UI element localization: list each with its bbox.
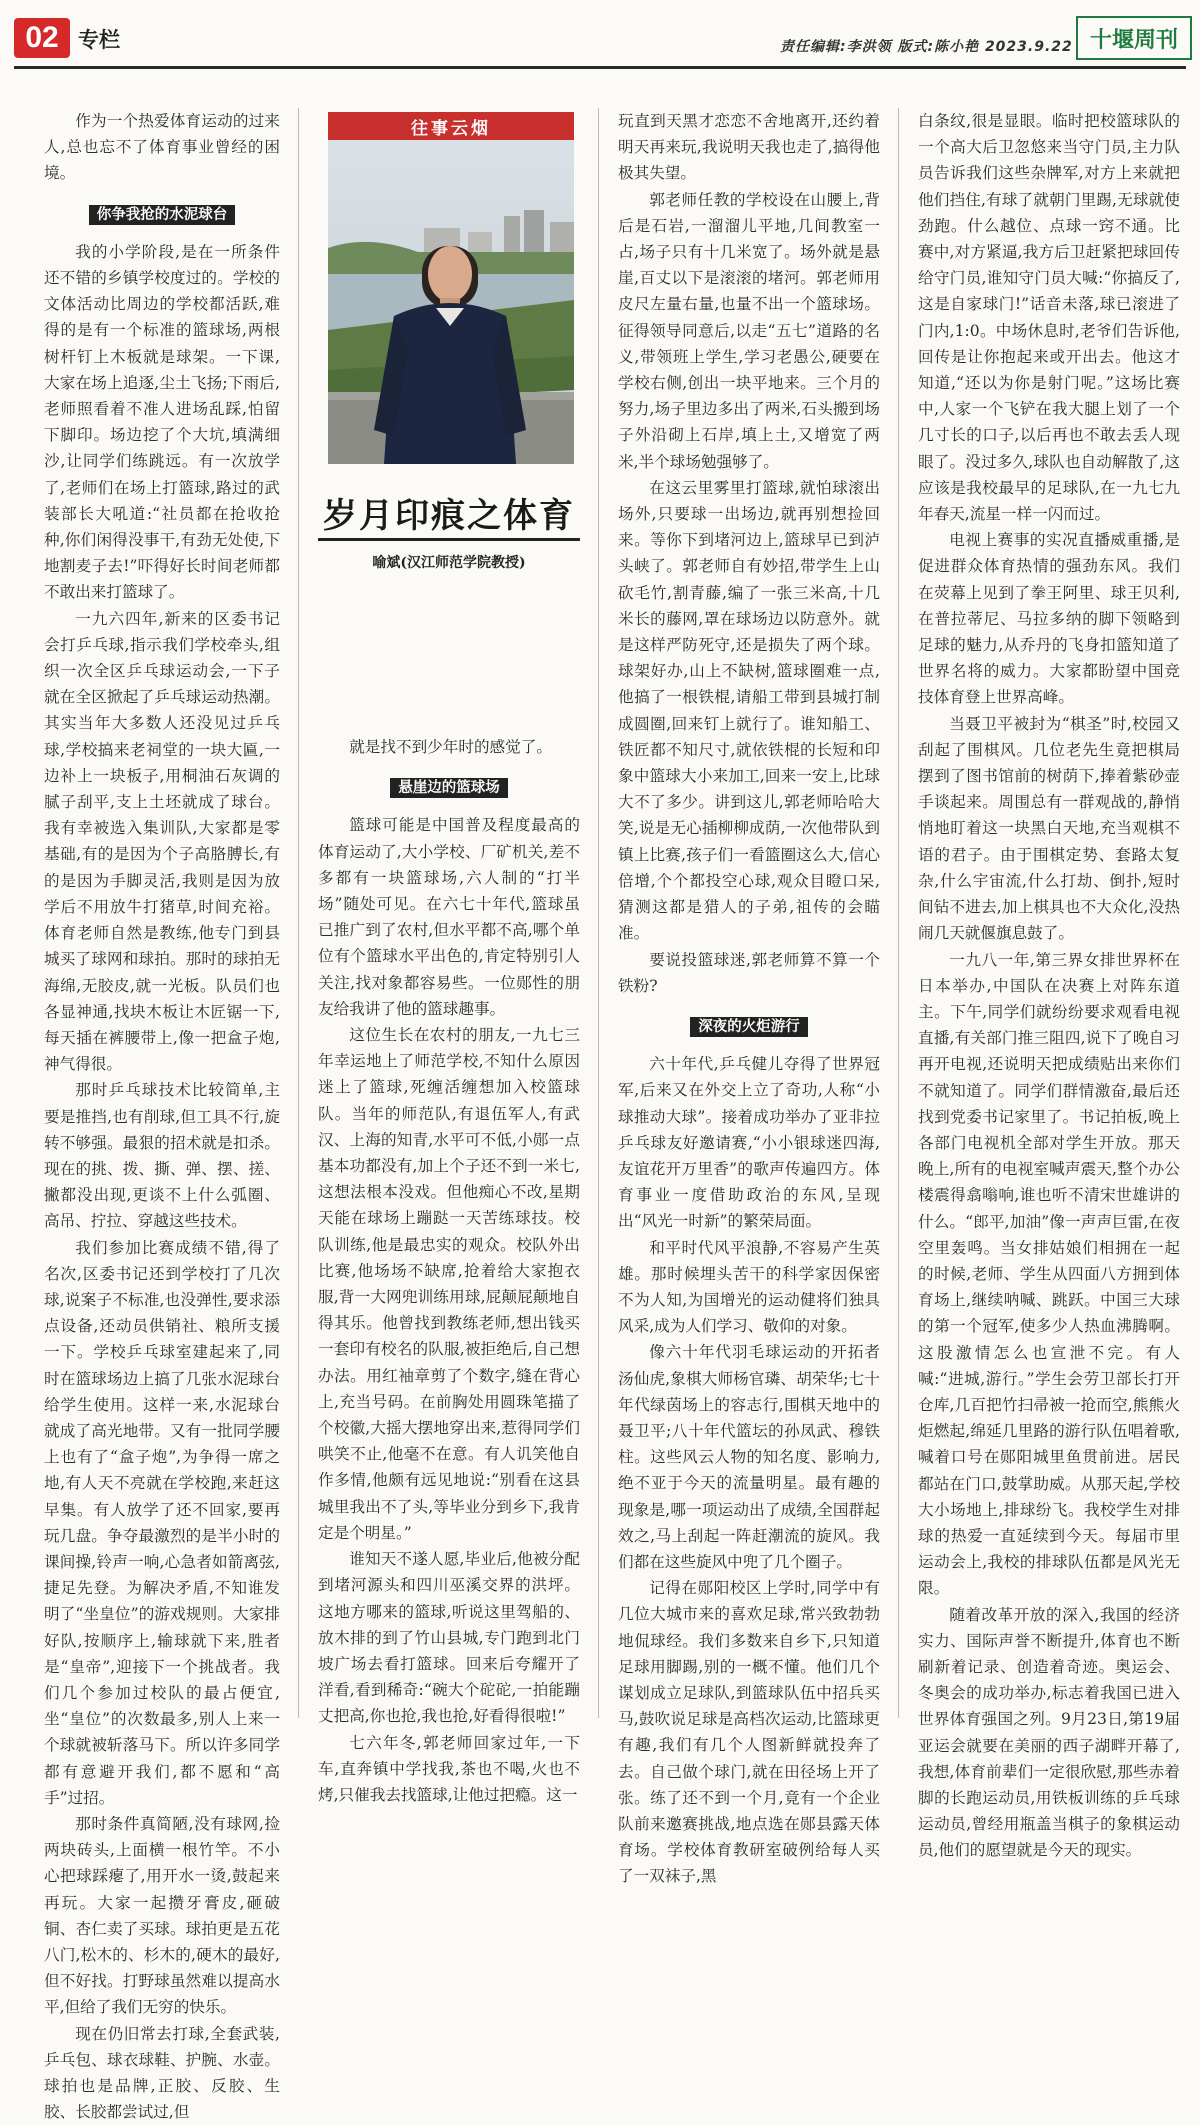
article-column-1 (44, 108, 280, 2125)
masthead-logo: 十堰周刊 (1076, 16, 1192, 60)
paragraph: 白条纹,很是显眼。临时把校篮球队的一个高大后卫忽悠来当守门员,主力队员告诉我们这些杂牌军,对方上来就把他们挡住,有球了就朝门里踢,无球就使劲跑。什么越位、点球一窍不通。比赛中,对方紧逼,我方后卫赶紧把球回传给守门员,谁知守门员大喊:“你搞反了,这是自家球门!”话音未落,球已滚进了门内,1:0。中场休息时,老爷们告诉他,回传是让你抱起来或开出去。他这才知道,“还以为你是射门呢。”这场比赛中,人家一个飞铲在我大腿上划了一个几寸长的口子,以后再也不敢去丢人现眼了。没过多久,球队也自动解散了,这应该是我校最早的足球队,在一九七九年春天,流星一样一闪而过。 (918, 112, 1180, 524)
editor-info: 责任编辑:李洪领 版式:陈小艳 2023.9.22 (780, 39, 1073, 55)
paragraph: 和平时代风平浪静,不容易产生英雄。那时候埋头苦干的科学家因保密不为人知,为国增光的运动健将们独具风采,成为人们学习、敬仰的对象。 (618, 1238, 880, 1336)
title-rule (318, 538, 580, 541)
column-divider (898, 108, 899, 1718)
subheading: 悬崖边的篮球场 (318, 774, 580, 800)
column-tag: 往事云烟 (328, 112, 574, 140)
column-divider (598, 108, 599, 1718)
paragraph: 在这云里雾里打篮球,就怕球滚出场外,只要球一出场边,就再别想捡回来。等你下到堵河边上,篮球早已到泸头峡了。郭老师自有妙招,带学生上山砍毛竹,割青藤,编了一张三米高,十几米长的藤网,罩在球场边以防意外。就是这样严防死守,还是损失了两个球。球架好办,山上不缺树,篮球圈难一点,他搞了一根铁棍,请船工带到县城打制成圆圈,回来钉上就行了。谁知船工、铁匠都不知尺寸,就依铁棍的长短和印象中篮球大小来加工,回来一安上,比球大不了多少。讲到这儿,郭老师哈哈大笑,说是无心插柳柳成荫,一次他带队到镇上比赛,孩子们一看篮圈这么大,信心倍增,个个都投空心球,观众目瞪口呆,猜测这都是猎人的子弟,祖传的会瞄准。 (618, 478, 880, 943)
paragraph: 当聂卫平被封为“棋圣”时,校园又刮起了围棋风。几位老先生竟把棋局摆到了图书馆前的树荫下,捧着紫砂壶手谈起来。周围总有一群观战的,静悄悄地盯着这一块黑白天地,充当观棋不语的君子。由于围棋定势、套路太复杂,什么宇宙流,什么打劫、倒扑,短时间钻不进去,加上棋具也不大众化,没热闹几天就偃旗息鼓了。 (918, 714, 1180, 943)
page-header (0, 0, 1200, 86)
paragraph: 谁知天不遂人愿,毕业后,他被分配到堵河源头和四川巫溪交界的洪坪。这地方哪来的篮球,听说这里驾船的、放木排的到了竹山县城,专门跑到北门坡广场去看打篮球。回来后夸耀开了洋看,看到稀奇:“碗大个砣砣,一拍能蹦丈把高,你也抢,我也抢,好看得很啦!” (318, 1550, 580, 1726)
paragraph: 郭老师任教的学校设在山腰上,背后是石岩,一溜溜儿平地,几间教室一占,场子只有十几米宽了。场外就是悬崖,百丈以下是滚滚的堵河。郭老师用皮尺左量右量,也量不出一个篮球场。征得领导同意后,以走“五七”道路的名义,带领班上学生,学习老愚公,硬要在学校右侧,创出一块平地来。三个月的努力,场子里边多出了两米,石头搬到场子外沿砌上石岸,填上土,又增宽了两米,半个球场勉强够了。 (618, 190, 880, 471)
paragraph: 那时乒乓球技术比较简单,主要是推挡,也有削球,但工具不行,旋转不够强。最狠的招术就是扣杀。现在的挑、拨、撕、弹、摆、搓、撇都没出现,更谈不上什么弧圈、高吊、拧拉、穿越这些技术。 (44, 1081, 280, 1231)
column-divider (298, 108, 299, 1718)
paragraph: 作为一个热爱体育运动的过来人,总也忘不了体育事业曾经的困境。 (44, 112, 280, 183)
header-rule (14, 66, 1186, 69)
paragraph: 我的小学阶段,是在一所条件还不错的乡镇学校度过的。学校的文体活动比周边的学校都活跃,难得的是有一个标准的篮球场,两根树杆钉上木板就是球架。一下课,大家在场上追逐,尘土飞扬;下雨后,老师照看着不准人进场乱踩,怕留下脚印。场边挖了个大坑,填满细沙,让同学们练跳远。有一次放学了,老师们在场上打篮球,路过的武装部长大吼道:“社员都在抢收抢种,你们闲得没事干,有劲无处使,下地割麦子去!”吓得好长时间老师都不敢出来打篮球了。 (44, 242, 280, 602)
paragraph: 篮球可能是中国普及程度最高的体育运动了,大小学校、厂矿机关,差不多都有一块篮球场,六人制的“打半场”随处可见。在六七十年代,篮球虽已推广到了农村,但水平都不高,哪个单位有个篮球水平出色的,肯定特别引人关注,找对象都容易些。一位郧性的朋友给我讲了他的篮球趣事。 (318, 816, 580, 1018)
article-title: 岁月印痕之体育 (323, 496, 575, 536)
article-column-3 (618, 108, 880, 1890)
author-photo (328, 140, 574, 464)
paragraph: 现在仍旧常去打球,全套武装,乒乓包、球衣球鞋、护腕、水壶。球拍也是品牌,正胶、反胶、生胶、长胶都尝试过,但 (44, 2024, 280, 2122)
paragraph: 六十年代,乒乓健儿夺得了世界冠军,后来又在外交上立了奇功,人称“小球推动大球”。接着成功举办了亚非拉乒乓球友好邀请赛,“小小银球迷四海,友谊花开万里香”的歌声传遍四方。体育事业一度借助政治的东风,呈现出“风光一时新”的繁荣局面。 (618, 1055, 880, 1231)
subheading: 深夜的火炬游行 (618, 1013, 880, 1039)
paragraph: 像六十年代羽毛球运动的开拓者汤仙虎,象棋大师杨官璘、胡荣华;七十年代绿茵场上的容志行,围棋天地中的聂卫平;八十年代篮坛的孙凤武、穆铁柱。这些风云人物的知名度、影响力,绝不亚于今天的流量明星。最有趣的现象是,哪一项运动出了成绩,全国群起效之,马上刮起一阵赶潮流的旋风。我们都在这些旋风中兜了几个圈子。 (618, 1343, 880, 1571)
article-column-2 (318, 734, 580, 1808)
paragraph: 记得在郧阳校区上学时,同学中有几位大城市来的喜欢足球,常兴致勃勃地侃球经。我们多数来自乡下,只知道足球用脚踢,别的一概不懂。他们几个谋划成立足球队,到篮球队伍中招兵买马,鼓吹说足球是高档次运动,比篮球更有趣,我们有几个人图新鲜就投奔了去。自己做个球门,就在田径场上开了张。练了还不到一个月,竟有一个企业队前来邀赛挑战,地点选在郧县露天体育场。学校体育教研室破例给每人买了一双袜子,黑 (618, 1579, 880, 1886)
paragraph: 随着改革开放的深入,我国的经济实力、国际声誉不断提升,体育也不断刷新着记录、创造着奇迹。奥运会、冬奥会的成功举办,标志着我国已进入世界体育强国之列。9月23日,第19届亚运会就要在美丽的西子湖畔开幕了,我想,体育前辈们一定很欣慰,那些赤着脚的长跑运动员,用铁板训练的乒乓球运动员,曾经用瓶盖当棋子的象棋运动员,他们的愿望就是今天的现实。 (918, 1605, 1180, 1860)
paragraph: 那时条件真简陋,没有球网,捡两块砖头,上面横一根竹竿。不小心把球踩瘪了,用开水一烫,鼓起来再玩。大家一起攒牙膏皮,砸破铜、杏仁卖了买球。球拍更是五花八门,松木的、杉木的,硬木的最好,但不好找。打野球虽然难以提高水平,但给了我们无穷的快乐。 (44, 1815, 280, 2017)
paragraph: 一九六四年,新来的区委书记会打乒乓球,指示我们学校牵头,组织一次全区乒乓球运动会,一下子就在全区掀起了乒乓球运动热潮。其实当年大多数人还没见过乒乓球,学校搞来老祠堂的一块大匾,一边补上一块板子,用桐油石灰调的腻子刮平,支上土坯就成了球台。我有幸被选入集训队,大家都是零基础,有的是因为个子高胳膊长,有的是因为手脚灵活,我则是因为放学后不用放牛打猪草,时间充裕。体育老师自然是教练,他专门到县城买了球网和球拍。那时的球拍无海绵,无胶皮,就一光板。队员们也各显神通,找块木板让木匠锯一下,每天插在裤腰带上,像一把盒子炮,神气得很。 (44, 609, 280, 1074)
paragraph: 就是找不到少年时的感觉了。 (349, 738, 552, 756)
paragraph: 这位生长在农村的朋友,一九七三年幸运地上了师范学校,不知什么原因迷上了篮球,死缠活缠想加入校篮球队。当年的师范队,有退伍军人,有武汉、上海的知青,水平可不低,小郧一点基本功都没有,加上个子还不到一米七,这想法根本没戏。但他痴心不改,星期天能在球场上蹦跶一天苦练球技。校队训练,他是最忠实的观众。校队外出比赛,他场场不缺席,抢着给大家抱衣服,背一大网兜训练用球,屁颠屁颠地自得其乐。他曾找到教练老师,想出钱买一套印有校名的队服,被拒绝后,自己想办法。用红袖章剪了个数字,缝在背心上,充当号码。在前胸处用圆珠笔描了个校徽,大摇大摆地穿出来,惹得同学们哄笑不止,他毫不在意。有人讥笑他自作多情,他颇有远见地说:“别看在这县城里我出不了头,等毕业分到乡下,我肯定是个明星。” (318, 1026, 580, 1542)
author-byline: 喻斌(汉江师范学院教授) (372, 555, 526, 571)
paragraph: 七六年冬,郭老师回家过年,一下车,直奔镇中学找我,茶也不喝,火也不烤,只催我去找篮球,让他过把瘾。这一 (318, 1733, 580, 1804)
section-name: 专栏 (78, 28, 120, 52)
page-number: 02 (14, 18, 70, 58)
paragraph: 一九八一年,第三界女排世界杯在日本举办,中国队在决赛上对阵东道主。下午,同学们就纷纷要求观看电视直播,有关部门推三阻四,说下了晚自习再开电视,还说明天把成绩贴出来你们不就知道了。同学们群情激奋,最后还找到党委书记家里了。书记拍板,晚上各部门电视机全部对学生开放。那天晚上,所有的电视室喊声震天,整个办公楼震得翕嗡响,谁也听不清宋世雄讲的什么。“郎平,加油”像一声声巨雷,在夜空里轰鸣。当女排姑娘们相拥在一起的时候,老师、学生从四面八方拥到体育场上,继续呐喊、跳跃。中国三大球的第一个冠军,使多少人热血沸腾啊。这股激情怎么也宣泄不完。有人喊:“进城,游行。”学生会劳卫部长打开仓库,几百把竹扫帚被一抢而空,熊熊火炬燃起,绵延几里路的游行队伍唱着歌,喊着口号在郧阳城里鱼贯前进。居民都站在门口,鼓掌助威。从那天起,学校大小场地上,排球纷飞。我校学生对排球的热爱一直延续到今天。每届市里运动会上,我校的排球队伍都是风光无限。 (918, 950, 1180, 1598)
paragraph: 电视上赛事的实况直播威重播,是促进群众体育热情的强劲东风。我们在荧幕上见到了拳王阿里、球王贝利,在普拉蒂尼、马拉多纳的脚下领略到足球的魅力,从乔丹的飞身扣篮知道了世界名将的威力。大家都盼望中国竞技体育登上世界高峰。 (918, 531, 1180, 707)
paragraph: 要说投篮球迷,郭老师算不算一个铁粉? (618, 950, 880, 995)
paragraph: 玩直到天黑才恋恋不舍地离开,还约着明天再来玩,我说明天我也走了,搞得他极其失望。 (618, 112, 880, 183)
article-column-4 (918, 108, 1180, 1864)
paragraph: 我们参加比赛成绩不错,得了名次,区委书记还到学校打了几次球,说案子不标准,也没弹性,要求添点设备,还动员供销社、粮所支援一下。学校乒乓球室建起来了,同时在篮球场边上搞了几张水泥球台给学生使用。这样一来,水泥球台就成了高光地带。又有一批同学腰上也有了“盒子炮”,为争得一席之地,有人天不亮就在学校跑,来赶这早集。有人放学了还不回家,要再玩几盘。争夺最激烈的是半小时的课间操,铃声一响,心急者如箭离弦,捷足先登。为解决矛盾,不知谁发明了“坐皇位”的游戏规则。大家排好队,按顺序上,输球就下来,胜者是“皇帝”,迎接下一个挑战者。我们几个参加过校队的最占便宜,坐“皇位”的次数最多,别人上来一个球就被斩落马下。所以许多同学都有意避开我们,都不愿和“高手”过招。 (44, 1238, 280, 1807)
subheading: 你争我抢的水泥球台 (44, 201, 280, 227)
